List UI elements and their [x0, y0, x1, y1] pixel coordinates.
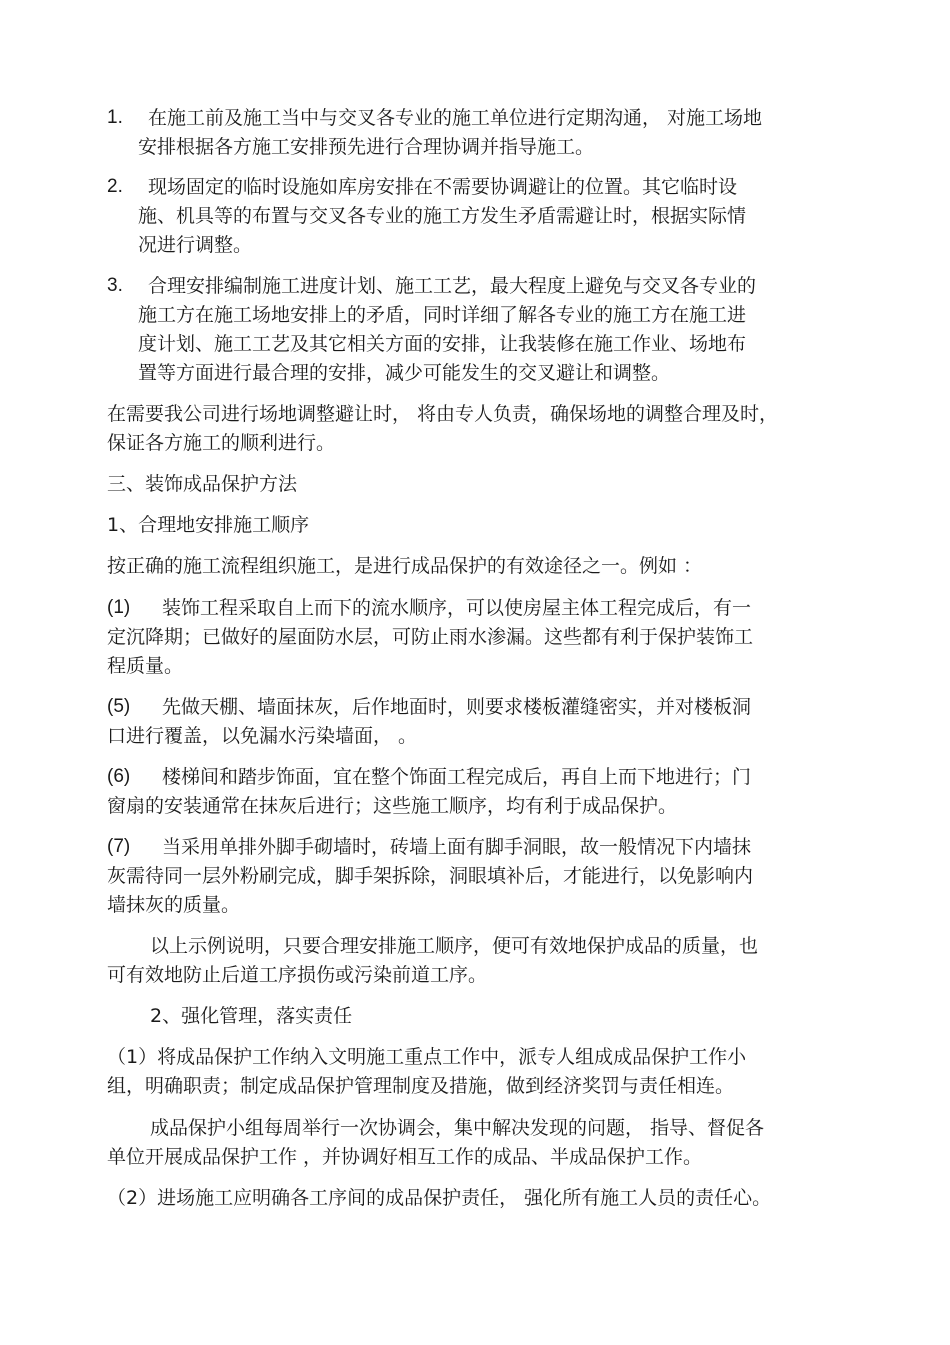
paragraph-line: 可有效地防止后道工序损伤或污染前道工序。 [107, 964, 488, 986]
item-line: 度计划、施工工艺及其它相关方面的安排，让我装修在施工作业、场地布 [138, 333, 747, 355]
item-number: (5) [107, 696, 131, 717]
item-line: 程质量。 [107, 655, 184, 677]
item-line: 在施工前及施工当中与交叉各专业的施工单位进行定期沟通， 对施工场地 [148, 107, 763, 129]
item-line: 楼梯间和踏步饰面，宜在整个饰面工程完成后，再自上而下地进行；门 [162, 766, 752, 788]
management-paragraph-2: （2）进场施工应明确各工序间的成品保护责任， 强化所有施工人员的责任心。 [107, 1187, 772, 1209]
subsection-heading: 2、强化管理，落实责任 [150, 1005, 353, 1027]
item-line: 施工方在施工场地安排上的矛盾，同时详细了解各专业的施工方在施工进 [138, 304, 747, 326]
item-line: 施、机具等的布置与交叉各专业的施工方发生矛盾需避让时，根据实际情 [138, 205, 747, 227]
item-line: 况进行调整。 [138, 234, 253, 256]
item-line: 定沉降期；已做好的屋面防水层，可防止雨水渗漏。这些都有利于保护装饰工 [107, 626, 754, 648]
item-number: (7) [107, 836, 131, 857]
item-line: 墙抹灰的质量。 [107, 894, 241, 916]
item-number: (1) [107, 597, 131, 618]
item-line: 窗扇的安装通常在抹灰后进行；这些施工顺序，均有利于成品保护。 [107, 795, 678, 817]
item-line: 合理安排编制施工进度计划、施工工艺，最大程度上避免与交叉各专业的 [148, 275, 757, 297]
paragraph-line: 在需要我公司进行场地调整避让时， 将由专人负责，确保场地的调整合理及时， [107, 403, 779, 425]
item-number: (6) [107, 766, 131, 787]
paragraph-line: （1）将成品保护工作纳入文明施工重点工作中，派专人组成成品保护工作小 [107, 1046, 747, 1068]
paragraph-line: 以上示例说明，只要合理安排施工顺序，便可有效地保护成品的质量，也 [150, 935, 759, 957]
item-line: 当采用单排外脚手砌墙时，砖墙上面有脚手洞眼，故一般情况下内墙抹 [162, 836, 752, 858]
paragraph-line: 组，明确职责；制定成品保护管理制度及措施，做到经济奖罚与责任相连。 [107, 1075, 735, 1097]
item-line: 现场固定的临时设施如库房安排在不需要协调避让的位置。其它临时设 [148, 176, 738, 198]
item-number: 2. [107, 176, 123, 197]
item-line: 先做天棚、墙面抹灰，后作地面时，则要求楼板灌缝密实，并对楼板洞 [162, 696, 752, 718]
item-line: 灰需待同一层外粉刷完成，脚手架拆除，洞眼填补后，才能进行，以免影响内 [107, 865, 754, 887]
section-heading: 三、装饰成品保护方法 [107, 473, 298, 495]
item-line: 安排根据各方施工安排预先进行合理协调并指导施工。 [138, 136, 595, 158]
paragraph: 按正确的施工流程组织施工，是进行成品保护的有效途径之一。例如 ： [107, 555, 703, 577]
item-number: 1. [107, 107, 123, 128]
item-line: 口进行覆盖，以免漏水污染墙面， 。 [107, 725, 418, 747]
paragraph-line: 成品保护小组每周举行一次协调会，集中解决发现的问题， 指导、督促各 [150, 1117, 765, 1139]
subsection-heading: 1、合理地安排施工顺序 [107, 514, 310, 536]
paragraph-line: 单位开展成品保护工作 ，并协调好相互工作的成品、半成品保护工作。 [107, 1146, 703, 1168]
item-line: 置等方面进行最合理的安排，减少可能发生的交叉避让和调整。 [138, 362, 671, 384]
paragraph-line: 保证各方施工的顺利进行。 [107, 432, 336, 454]
item-number: 3. [107, 275, 123, 296]
item-line: 装饰工程采取自上而下的流水顺序，可以使房屋主体工程完成后，有一 [162, 597, 752, 619]
